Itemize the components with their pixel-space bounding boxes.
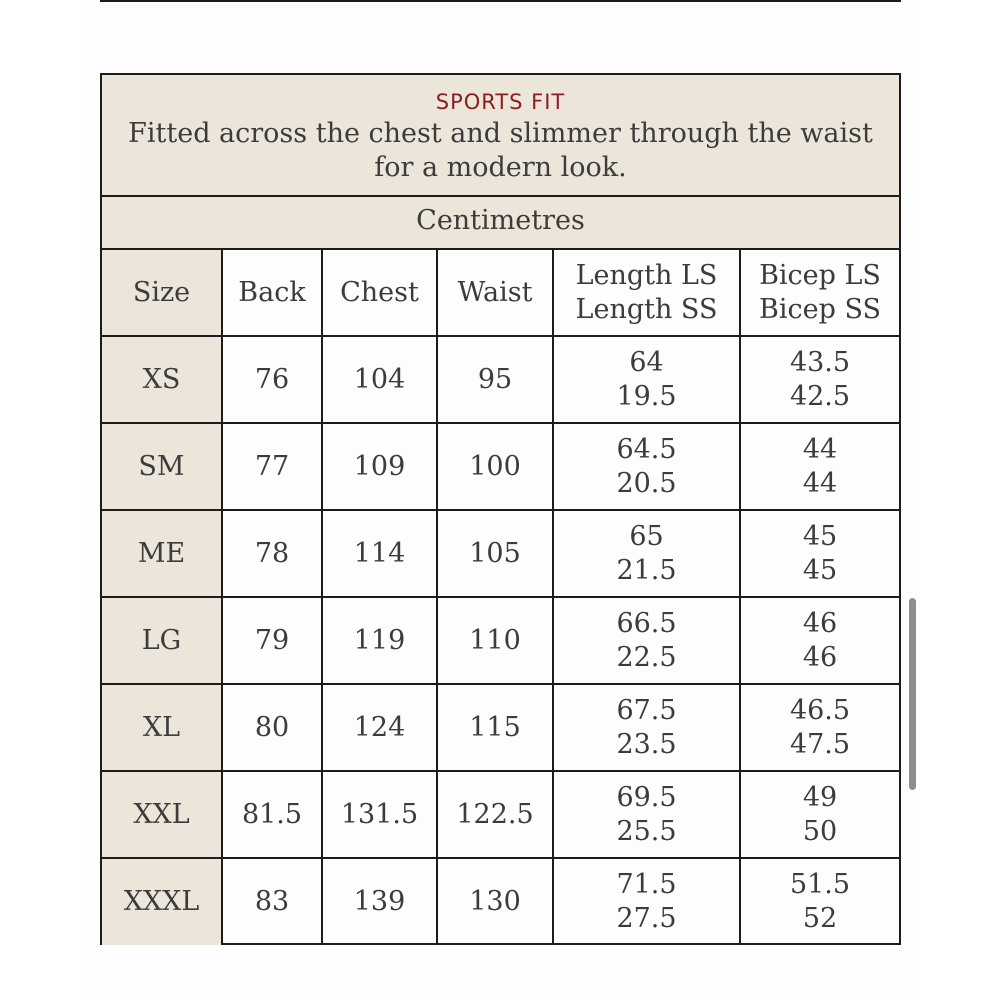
header-size: Size [102,250,222,336]
waist-cell: 130 [437,858,553,945]
back-cell: 79 [222,597,322,684]
waist-cell: 122.5 [437,771,553,858]
bicep-ss-value: 44 [802,467,838,499]
bicep-ss-value: 42.5 [789,380,851,412]
bicep-ss-value: 52 [802,903,838,934]
length-cell [553,423,740,510]
fit-description: Fitted across the chest and slimmer through the waist for a modern look. [128,118,873,183]
bicep-ls-value: 45 [802,520,838,552]
header-chest: Chest [322,250,437,336]
bicep-ls-value: 46.5 [789,694,851,726]
chest-cell: 119 [322,597,437,684]
header-length [553,250,740,336]
chest-cell: 131.5 [322,771,437,858]
scrollbar-thumb[interactable] [909,598,916,790]
bicep-ls-value: 51.5 [789,869,851,900]
length-ss-value: 21.5 [616,554,677,586]
chest-cell: 114 [322,510,437,597]
back-cell: 77 [222,423,322,510]
length-ss-value: 23.5 [616,728,677,760]
waist-cell: 115 [437,684,553,771]
length-ls-value: 65 [629,520,664,552]
size-cell: XXL [102,771,222,858]
bicep-cell [740,336,899,423]
header-waist: Waist [437,250,553,336]
length-cell [553,336,740,423]
chest-cell: 104 [322,336,437,423]
length-ss-value: 27.5 [616,903,677,934]
bicep-ss-value: 46 [802,641,838,673]
header-length-ss: Length SS [575,293,718,325]
length-cell [553,684,740,771]
length-ls-value: 64 [629,346,664,378]
length-ss-value: 25.5 [616,815,677,847]
back-cell: 83 [222,858,322,945]
length-ls-value: 69.5 [616,781,677,813]
back-cell: 76 [222,336,322,423]
header-bicep [740,250,899,336]
waist-cell: 95 [437,336,553,423]
waist-cell: 105 [437,510,553,597]
size-cell: SM [102,423,222,510]
unit-label: Centimetres [102,197,899,250]
table-row [102,423,899,510]
table-row [102,597,899,684]
bicep-cell [740,510,899,597]
header-back: Back [222,250,322,336]
header-bicep-ss: Bicep SS [759,293,881,325]
length-ss-value: 22.5 [616,641,677,673]
header-bicep-ls: Bicep LS [759,259,881,291]
size-cell: XL [102,684,222,771]
fit-header [102,75,899,197]
previous-table-remnant [100,0,901,2]
chest-cell: 109 [322,423,437,510]
table-row [102,771,899,858]
length-cell [553,858,740,945]
length-cell [553,771,740,858]
length-cell [553,597,740,684]
size-cell: XXXL [102,858,222,945]
size-cell: ME [102,510,222,597]
length-ss-value: 19.5 [616,380,677,412]
table-row [102,510,899,597]
bicep-ls-value: 44 [802,433,838,465]
bicep-cell [740,771,899,858]
table-row [102,336,899,423]
length-ss-value: 20.5 [616,467,677,499]
waist-cell: 100 [437,423,553,510]
fit-title: SPORTS FIT [435,90,566,114]
bicep-ls-value: 43.5 [789,346,851,378]
length-cell [553,510,740,597]
chest-cell: 124 [322,684,437,771]
bicep-ss-value: 47.5 [789,728,851,760]
bicep-cell [740,597,899,684]
bicep-ss-value: 50 [802,815,838,847]
bicep-cell [740,423,899,510]
size-chart-table [100,73,901,945]
bicep-ls-value: 49 [802,781,838,813]
table-row [102,684,899,771]
bicep-ss-value: 45 [802,554,838,586]
table-row [102,858,899,945]
length-ls-value: 71.5 [616,869,677,900]
header-row [102,250,899,336]
bicep-cell [740,858,899,945]
bicep-cell [740,684,899,771]
back-cell: 81.5 [222,771,322,858]
length-ls-value: 64.5 [616,433,677,465]
measurement-grid [102,250,899,945]
header-length-ls: Length LS [575,259,718,291]
back-cell: 80 [222,684,322,771]
bicep-ls-value: 46 [802,607,838,639]
size-cell: XS [102,336,222,423]
size-cell: LG [102,597,222,684]
length-ls-value: 67.5 [616,694,677,726]
length-ls-value: 66.5 [616,607,677,639]
chest-cell: 139 [322,858,437,945]
waist-cell: 110 [437,597,553,684]
back-cell: 78 [222,510,322,597]
